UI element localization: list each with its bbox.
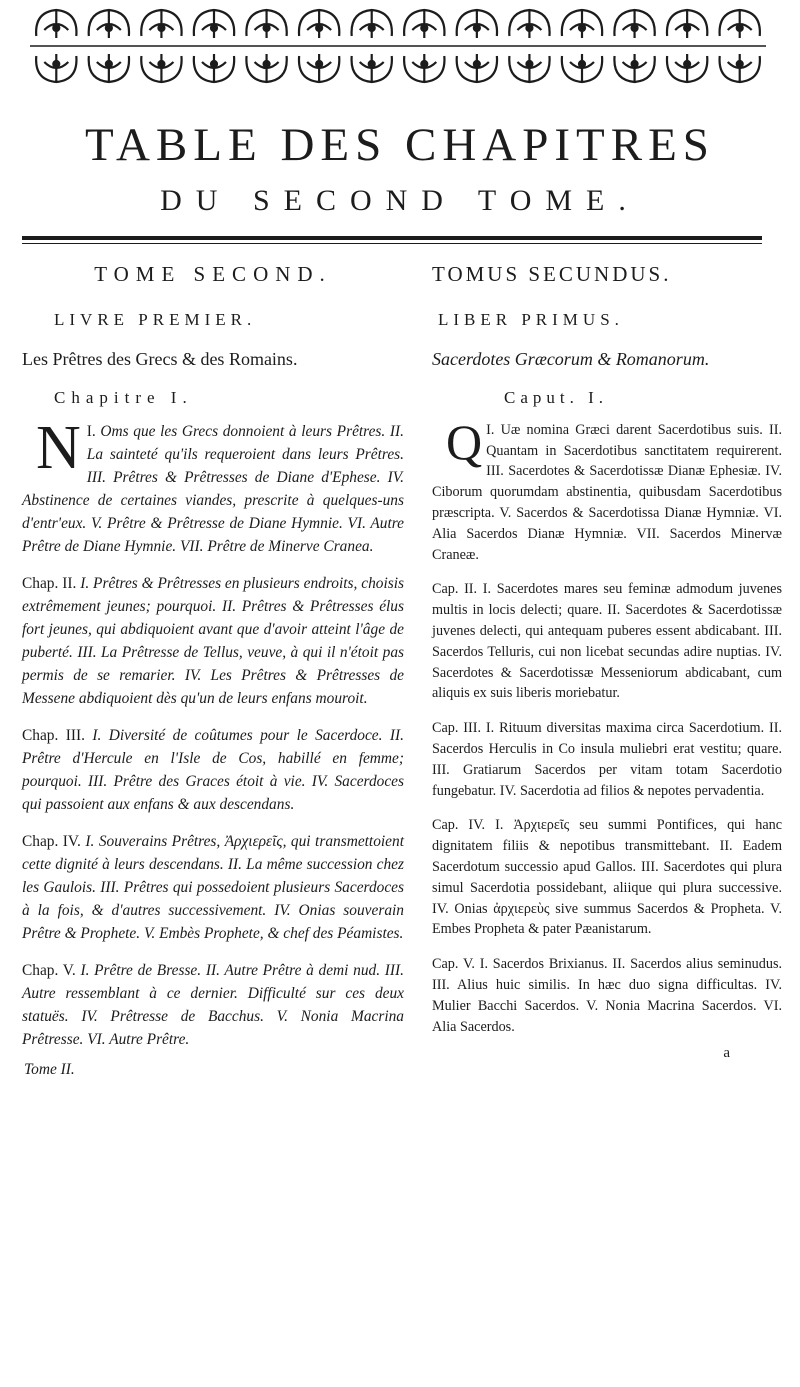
- latin-entry-lead: Cap. IV.: [432, 817, 486, 834]
- latin-liber-heading: LIBER PRIMUS.: [438, 310, 624, 329]
- title-rule-thick: [22, 236, 762, 240]
- fleuron-dot: [632, 25, 638, 31]
- page-subtitle: DU SECOND TOME.: [160, 184, 640, 217]
- french-chapter-5-entry: [22, 959, 404, 1051]
- french-column: [22, 264, 404, 1079]
- latin-chapter-2-entry: [432, 579, 782, 704]
- french-entry-text: I. Prêtre de Bresse. II. Autre Prêtre à demi nud. III. Autre ressemblant à ce dernier. Difficulté sur ces deux statuës. IV. Prêtresse de Bacchus. V. Nonia Macrina Prêtresse. VI. Autre Prêtre.: [22, 961, 404, 1048]
- fleuron-dot: [579, 25, 585, 31]
- french-chapter-3-entry: [22, 724, 404, 816]
- french-entry-lead: Chap. II.: [22, 574, 77, 592]
- french-livre-heading: LIVRE PREMIER.: [54, 310, 257, 329]
- latin-entry-text: I. Rituum diversitas maxima circa Sacerdotium. II. Sacerdos Herculis in Co insula muliebri erat vestitu; quare. III. Gratiarum Sacerdos per vitam totam Sacerdotio fungebatur. IV. Sacerdotia ad filios & nepotes pervadentia.: [432, 720, 782, 799]
- latin-entry-lead: Cap. III.: [432, 720, 482, 737]
- latin-column: [432, 264, 782, 1062]
- fleuron-dot: [106, 61, 112, 67]
- fleuron-dot: [526, 25, 532, 31]
- fleuron-dot: [158, 61, 164, 67]
- french-entry-text: I. Prêtres & Prêtresses en plusieurs endroits, choisis extrêmement jeunes; pourquoi. II. Prêtres & Prêtresses élus fort jeunes, qui abdiquoient avant que d'avoir atteint l'âge de puberté. III. La Prêtresse de Tellus, veuve, à qui il n'étoit pas permis de se remarier. IV. Les Prêtres & Prêtresses de Messene abdiquoient dès qu'un de leurs enfans mouroit.: [22, 574, 404, 707]
- tome-signature: Tome II.: [24, 1060, 75, 1078]
- french-section-heading: Les Prêtres des Grecs & des Romains.: [22, 349, 298, 369]
- fleuron-dot: [369, 61, 375, 67]
- fleuron-dot: [316, 25, 322, 31]
- fleuron-dot: [421, 61, 427, 67]
- fleuron-dot: [316, 61, 322, 67]
- fleuron-dot: [106, 25, 112, 31]
- french-entry-text: Oms que les Grecs donnoient à leurs Prêtres. II. La sainteté qu'ils requeroient dans leurs Prêtres. III. Prêtres & Prêtresses de Diane d'Ephese. IV. Abstinence de certaines viandes, prescrite à quelques-uns d'entr'eux. V. Prêtre & Prêtresse de Diane Hymnie. VI. Autre Prêtre de Diane Hymnie. VII. Prêtre de Minerve Cranea.: [22, 422, 404, 555]
- french-entry-lead: Chap. V.: [22, 961, 76, 979]
- fleuron-dot: [264, 25, 270, 31]
- fleuron-dot: [579, 61, 585, 67]
- french-entry-text: I. Souverains Prêtres, Ἀρχιερεῖς, qui transmettoient cette dignité à leurs descendans. II. La même succession chez les Gaulois. III. Prêtres qui possedoient plusieurs Sacerdoces à la fois, & d'autres successivement. IV. Onias souverain Prêtre & Prophete. V. Embès Prophete, & chef des Péamistes.: [22, 832, 404, 942]
- fleuron-dot: [211, 61, 217, 67]
- fleuron-dot: [684, 25, 690, 31]
- french-entry-lead: I.: [86, 422, 96, 440]
- latin-chapter-3-entry: [432, 718, 782, 801]
- fleuron-dot: [632, 61, 638, 67]
- latin-chapter-5-entry: [432, 954, 782, 1037]
- page-title: TABLE DES CHAPITRES: [85, 119, 715, 171]
- french-chapter-2-entry: [22, 572, 404, 710]
- fleuron-dot: [684, 61, 690, 67]
- french-chapter-heading: Chapitre I.: [54, 387, 193, 407]
- french-chapter-4-entry: [22, 830, 404, 945]
- fleuron-dot: [737, 61, 743, 67]
- french-entry-lead: Chap. III.: [22, 726, 85, 744]
- fleuron-dot: [474, 61, 480, 67]
- fleuron-dot: [53, 61, 59, 67]
- latin-entry-text: I. Ἀρχιερεῖς seu summi Pontifices, qui hanc dignitatem filiis & nepotibus transmittebant. II. Eadem Sacerdotum successio apud Gallos. III. Sacerdotes qui plura simul Sacerdotia possidebant, aliique qui plura successive. IV. Onias ἀρχιερεὺς sive summus Sacerdos & Propheta. V. Embes Propheta & pater Pæanistarum.: [432, 817, 783, 938]
- latin-entry-text: Uæ nomina Græci darent Sacerdotibus suis. II. Quantam in Sacerdotibus sanctitatem requirerent. III. Sacerdotes & Sacerdotissæ Dianæ Ephesiæ. IV. Ciborum quorumdam abstinentia, quibusdam Sacerdotibus præscripta. V. Sacerdos & Sacerdotissa Dianæ Hymniæ. VI. Alia Sacerdos Dianæ Hymniæ. VII. Sacerdos Minervæ Craneæ.: [432, 421, 782, 563]
- fleuron-dot: [264, 61, 270, 67]
- french-entry-text: I. Diversité de coûtumes pour le Sacerdoce. II. Prêtre d'Hercule en l'Isle de Cos, habillé en femme; pourquoi. III. Prêtre des Graces étoit à vie. IV. Sacerdoces qui passoient aux enfans & aux descendans.: [22, 726, 404, 813]
- french-dropcap: N: [36, 413, 81, 482]
- latin-chapter-4-entry: [432, 815, 782, 940]
- french-entry-lead: Chap. IV.: [22, 832, 81, 850]
- fleuron-dot: [53, 25, 59, 31]
- latin-chapter-1-entry: [432, 413, 782, 566]
- signature-mark: a: [723, 1045, 730, 1062]
- fleuron-dot: [369, 25, 375, 31]
- latin-entry-lead: Cap. V.: [432, 956, 475, 973]
- french-tome-heading: TOME SECOND.: [94, 262, 332, 286]
- fleuron-dot: [211, 25, 217, 31]
- latin-entry-lead: I.: [486, 421, 495, 438]
- latin-entry-text: I. Sacerdos Brixianus. II. Sacerdos alius seminudus. III. Alius huic similis. In hæc duo signa difficultas. IV. Mulier Bacchi Sacerdos. V. Nonia Macrina Sacerdos. VI. Alia Sacerdos.: [432, 956, 783, 1035]
- fleuron-dot: [737, 25, 743, 31]
- latin-chapter-heading: Caput. I.: [504, 387, 609, 407]
- fleuron-dot: [526, 61, 532, 67]
- title-rule-thin: [22, 243, 762, 244]
- printer-ornament-band: [30, 4, 766, 90]
- fleuron-dot: [158, 25, 164, 31]
- latin-section-heading: Sacerdotes Græcorum & Romanorum.: [432, 349, 710, 369]
- fleuron-dot: [474, 25, 480, 31]
- latin-entry-lead: Cap. II.: [432, 581, 478, 598]
- french-chapter-1-entry: [22, 413, 404, 558]
- latin-tome-heading: TOMUS SECUNDUS.: [432, 262, 672, 286]
- latin-dropcap: Q: [446, 413, 483, 470]
- fleuron-dot: [421, 25, 427, 31]
- latin-entry-text: I. Sacerdotes mares seu feminæ admodum juvenes multis in locis delecti; quare. II. Sacerdotes & Sacerdotissæ juvenes delecti, qui antequam puberes essent abdicabant. III. Sacerdos Telluris, cui non licebat secundas adire nuptias. IV. Sacerdotes & Sacerdotissæ Messeniorum abdicabant, cum aliquis ex suis liberis moriebatur.: [432, 581, 782, 702]
